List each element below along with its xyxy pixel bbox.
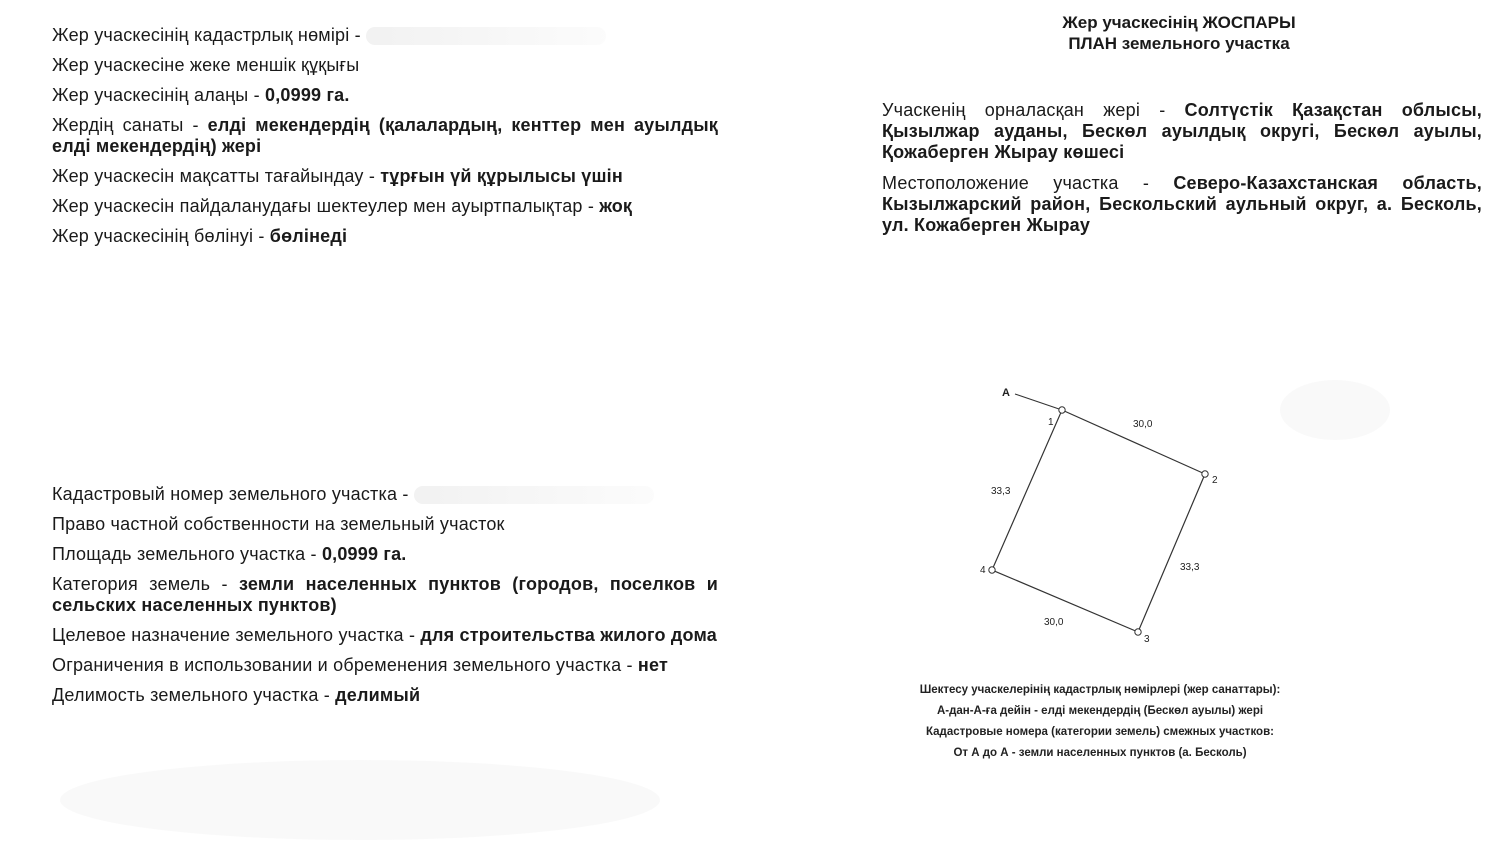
kz-ownership: Жер учаскесіне жеке меншік құқығы [52,55,360,75]
plot-plan-drawing [960,370,1260,660]
location-ru-label: Местоположение участка - [882,173,1174,193]
legend-kz-line: А-дан-А-ға дейін - елді мекендердің (Бескөл ауылы) жері [936,705,1264,717]
kz-area-label: Жер учаскесінің алаңы - [52,85,265,105]
plan-header [882,12,1482,54]
ru-category-label: Категория земель - [52,574,240,594]
ru-cadastral-label: Кадастровый номер земельного участка - [52,484,409,504]
start-label: А [1002,387,1010,399]
kz-restrictions-label: Жер учаскесін пайдаланудағы шектеулер мен ауыртпалықтар - [52,196,600,216]
kz-cadastral-label: Жер учаскесінің кадастрлық нөмірі - [52,25,361,45]
ru-purpose-label: Целевое назначение земельного участка - [52,625,421,645]
ru-ownership: Право частной собственности на земельный участок [52,514,505,534]
vertex-1-marker [1059,407,1065,413]
kz-purpose-value: тұрғын үй құрылысы үшін [380,166,623,186]
location-ru [882,173,1482,236]
location-kz-label: Учаскенің орналасқан жері - [882,100,1185,120]
legend-ru-line: От А до А - земли населенных пунктов (а. Бесколь) [953,747,1247,759]
ru-divisibility [52,685,718,706]
scan-smudge [1280,380,1390,440]
location-kz-value: Солтүстік Қазақстан облысы, Қызылжар ауданы, Бескөл ауылдық округі, Бескөл ауылы, Қожаберген Жырау көшесі [882,100,1482,162]
kz-divisibility-label: Жер учаскесінің бөлінуі - [52,226,270,246]
side-top-length: 30,0 [1133,419,1153,430]
plan-title-kz: Жер учаскесінің ЖОСПАРЫ [1062,13,1296,32]
legend-kz-header: Шектесу учаскелерінің кадастрлық нөмірлері (жер санаттары): [919,684,1281,696]
kz-restrictions [52,196,718,217]
kz-category-label: Жердің санаты - [52,115,208,135]
kz-area-value: 0,0999 га. [264,85,350,105]
ru-divisibility-label: Делимость земельного участка - [52,685,336,705]
ru-area-label: Площадь земельного участка - [52,544,322,564]
ru-area-value: 0,0999 га. [321,544,407,564]
kz-category [52,115,718,157]
ru-cadastral [52,484,718,505]
ru-details [52,484,718,715]
location-ru-value: Северо-Казахстанская область, Кызылжарский район, Бескольский аульный округ, а. Бесколь, ул. Кожаберген Жырау [882,173,1482,235]
adjacent-parcels-legend [880,680,1320,764]
ru-purpose [52,625,718,646]
kz-divisibility [52,226,718,247]
ru-restrictions-value: нет [637,655,668,675]
kz-details [52,25,718,256]
redacted-number [414,486,654,504]
vertex-4-label: 4 [980,565,986,576]
plan-location [882,100,1482,246]
kz-category-value: елді мекендердің (қалалардың, кенттер мен ауылдық елді мекендердің) жері [52,115,718,156]
kz-restrictions-value: жоқ [599,196,633,216]
vertex-1-label: 1 [1048,417,1054,428]
side-right-length: 33,3 [1180,562,1200,573]
vertex-3-marker [1135,629,1141,635]
kz-cadastral [52,25,718,46]
ru-area [52,544,718,565]
plan-title-ru: ПЛАН земельного участка [1068,34,1290,53]
vertex-2-label: 2 [1212,475,1218,486]
legend-ru-header: Кадастровые номера (категории земель) смежных участков: [926,726,1274,738]
side-bottom-length: 30,0 [1044,617,1064,628]
vertex-4-marker [989,567,995,573]
location-kz [882,100,1482,163]
vertex-2-marker [1202,471,1208,477]
ru-divisibility-value: делимый [335,685,421,705]
kz-purpose [52,166,718,187]
ru-restrictions-label: Ограничения в использовании и обременения земельного участка - [52,655,638,675]
kz-area [52,85,718,106]
vertex-3-label: 3 [1144,634,1150,645]
ru-category [52,574,718,616]
ru-restrictions [52,655,718,676]
kz-divisibility-value: бөлінеді [269,226,348,246]
ru-category-value: земли населенных пунктов (городов, поселков и сельских населенных пунктов) [52,574,718,615]
redacted-number [366,27,606,45]
kz-purpose-label: Жер учаскесін мақсатты тағайындау - [52,166,381,186]
scan-smudge [60,760,660,840]
ru-purpose-value: для строительства жилого дома [420,625,717,645]
side-left-length: 33,3 [991,486,1011,497]
approach-line [1015,394,1062,410]
plot-boundary [992,410,1205,632]
